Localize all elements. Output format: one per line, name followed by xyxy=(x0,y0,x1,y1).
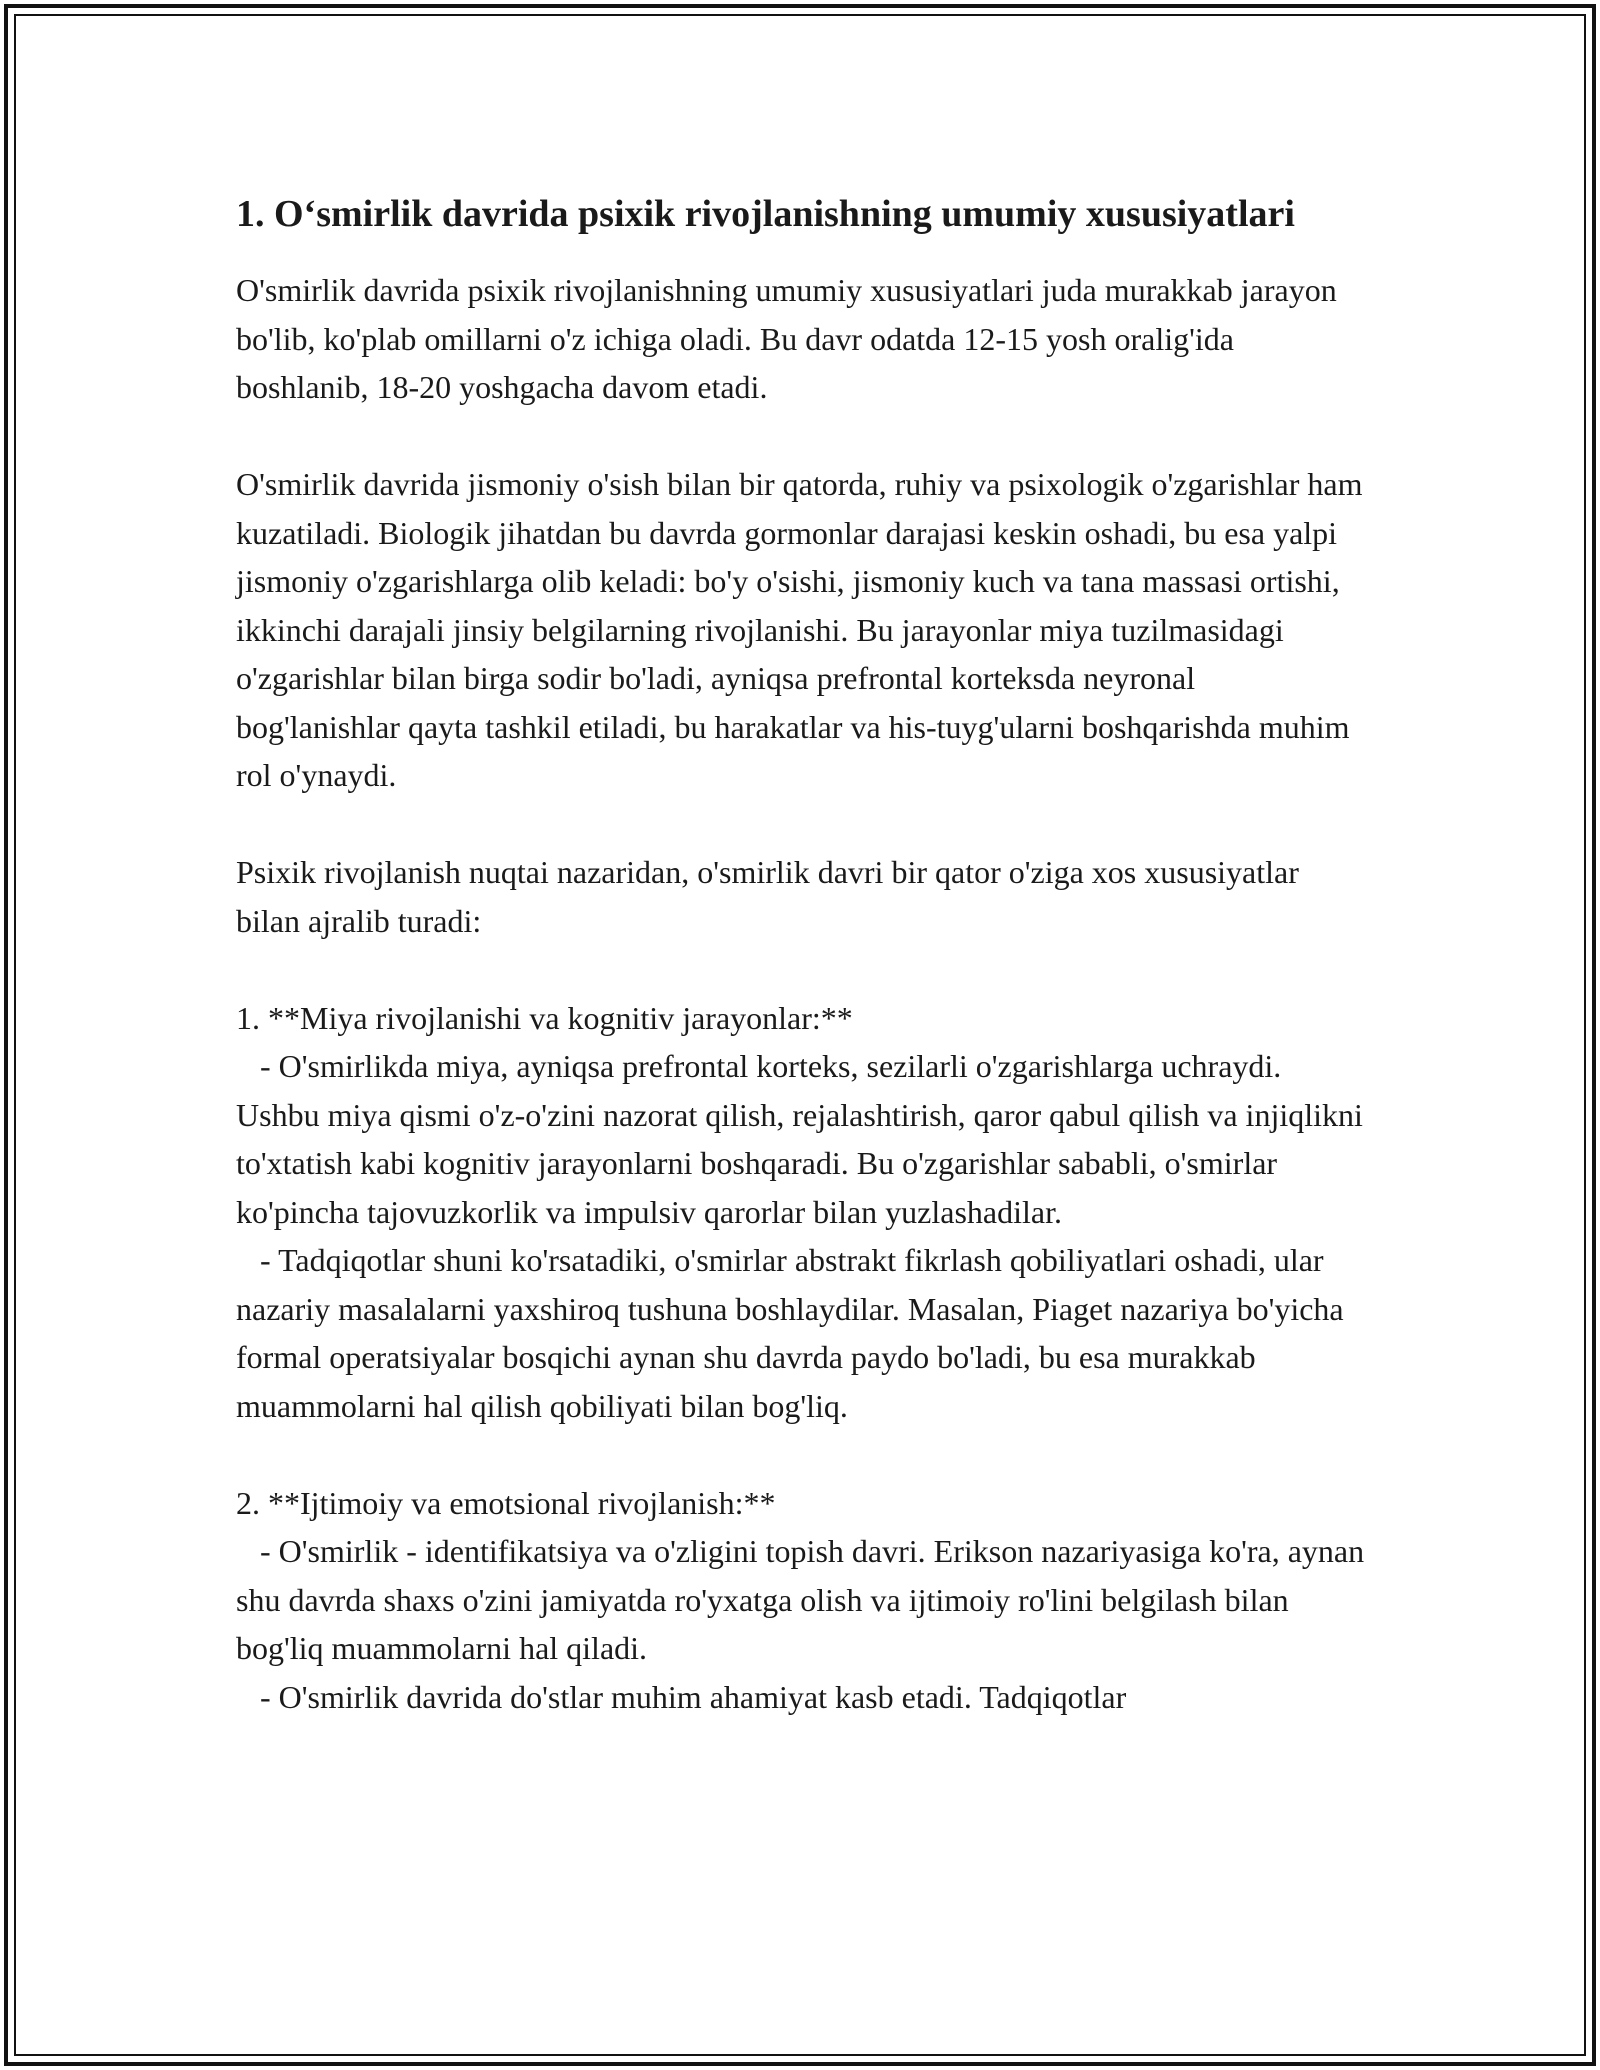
paragraph-physical-changes: O'smirlik davrida jismoniy o'sish bilan bir qatorda, ruhiy va psixologik o'zgarishlar ham kuzatiladi. Biologik jihatdan bu davrda gormonlar darajasi keskin oshadi, bu esa yalpi jismoniy o'zgarishlarga olib keladi: bo'y o'sishi, jismoniy kuch va tana massasi ortishi, ikkinchi darajali jinsiy belgilarning rivojlanishi. Bu jarayonlar miya tuzilmasidagi o'zgarishlar bilan birga sodir bo'ladi, ayniqsa prefrontal korteksda neyronal bog'lanishlar qayta tashkil etiladi, bu harakatlar va his-tuyg'ularni boshqarishda muhim rol o'ynaydi. xyxy=(236,466,1363,793)
list-title-social: 2. **Ijtimoiy va emotsional rivojlanish:** xyxy=(236,1484,776,1521)
list-item-brain-prefrontal: - O'smirlikda miya, ayniqsa prefrontal korteks, sezilarli o'zgarishlarga uchraydi. Ushbu miya qismi o'z-o'zini nazorat qilish, rejalashtirish, qaror qabul qilish va injiqlikni to'xtatish kabi kognitiv jarayonlarni boshqaradi. Bu o'zgarishlar sababli, o'smirlar ko'pincha tajovuzkorlik va impulsiv qarorlar bilan yuzlashadilar. xyxy=(236,1048,1371,1230)
list-item-brain-abstract: - Tadqiqotlar shuni ko'rsatadiki, o'smirlar abstrakt fikrlash qobiliyatlari oshadi, ular nazariy masalalarni yaxshiroq tushuna boshlaydilar. Masalan, Piaget nazariya bo'yicha formal operatsiyalar bosqichi aynan shu davrda paydo bo'ladi, bu esa murakkab muammolarni hal qilish qobiliyati bilan bog'liq. xyxy=(236,1242,1352,1424)
paragraph-intro: O'smirlik davrida psixik rivojlanishning umumiy xususiyatlari juda murakkab jarayon bo'lib, ko'plab omillarni o'z ichiga oladi. Bu davr odatda 12-15 yosh oralig'ida boshlanib, 18-20 yoshgacha davom etadi. xyxy=(236,272,1337,405)
list-item-social-friends: - O'smirlik davrida do'stlar muhim ahamiyat kasb etadi. Tadqiqotlar xyxy=(236,1678,1127,1715)
list-item-social-identity: - O'smirlik - identifikatsiya va o'zligini topish davri. Erikson nazariyasiga ko'ra, aynan shu davrda shaxs o'zini jamiyatda ro'yxatga olish va ijtimoiy ro'lini belgilash bilan bog'liq muammolarni hal qiladi. xyxy=(236,1533,1373,1666)
document-body xyxy=(236,187,1373,1770)
section-heading: 1. O‘smirlik davrida psixik rivojlanishning umumiy xususiyatlari xyxy=(236,193,1295,235)
paragraph-features-lead: Psixik rivojlanish nuqtai nazaridan, o'smirlik davri bir qator o'ziga xos xususiyatlar bilan ajralib turadi: xyxy=(236,854,1299,939)
list-title-brain: 1. **Miya rivojlanishi va kognitiv jarayonlar:** xyxy=(236,999,853,1036)
list-section-social xyxy=(236,1479,1373,1722)
list-section-brain xyxy=(236,994,1371,1431)
